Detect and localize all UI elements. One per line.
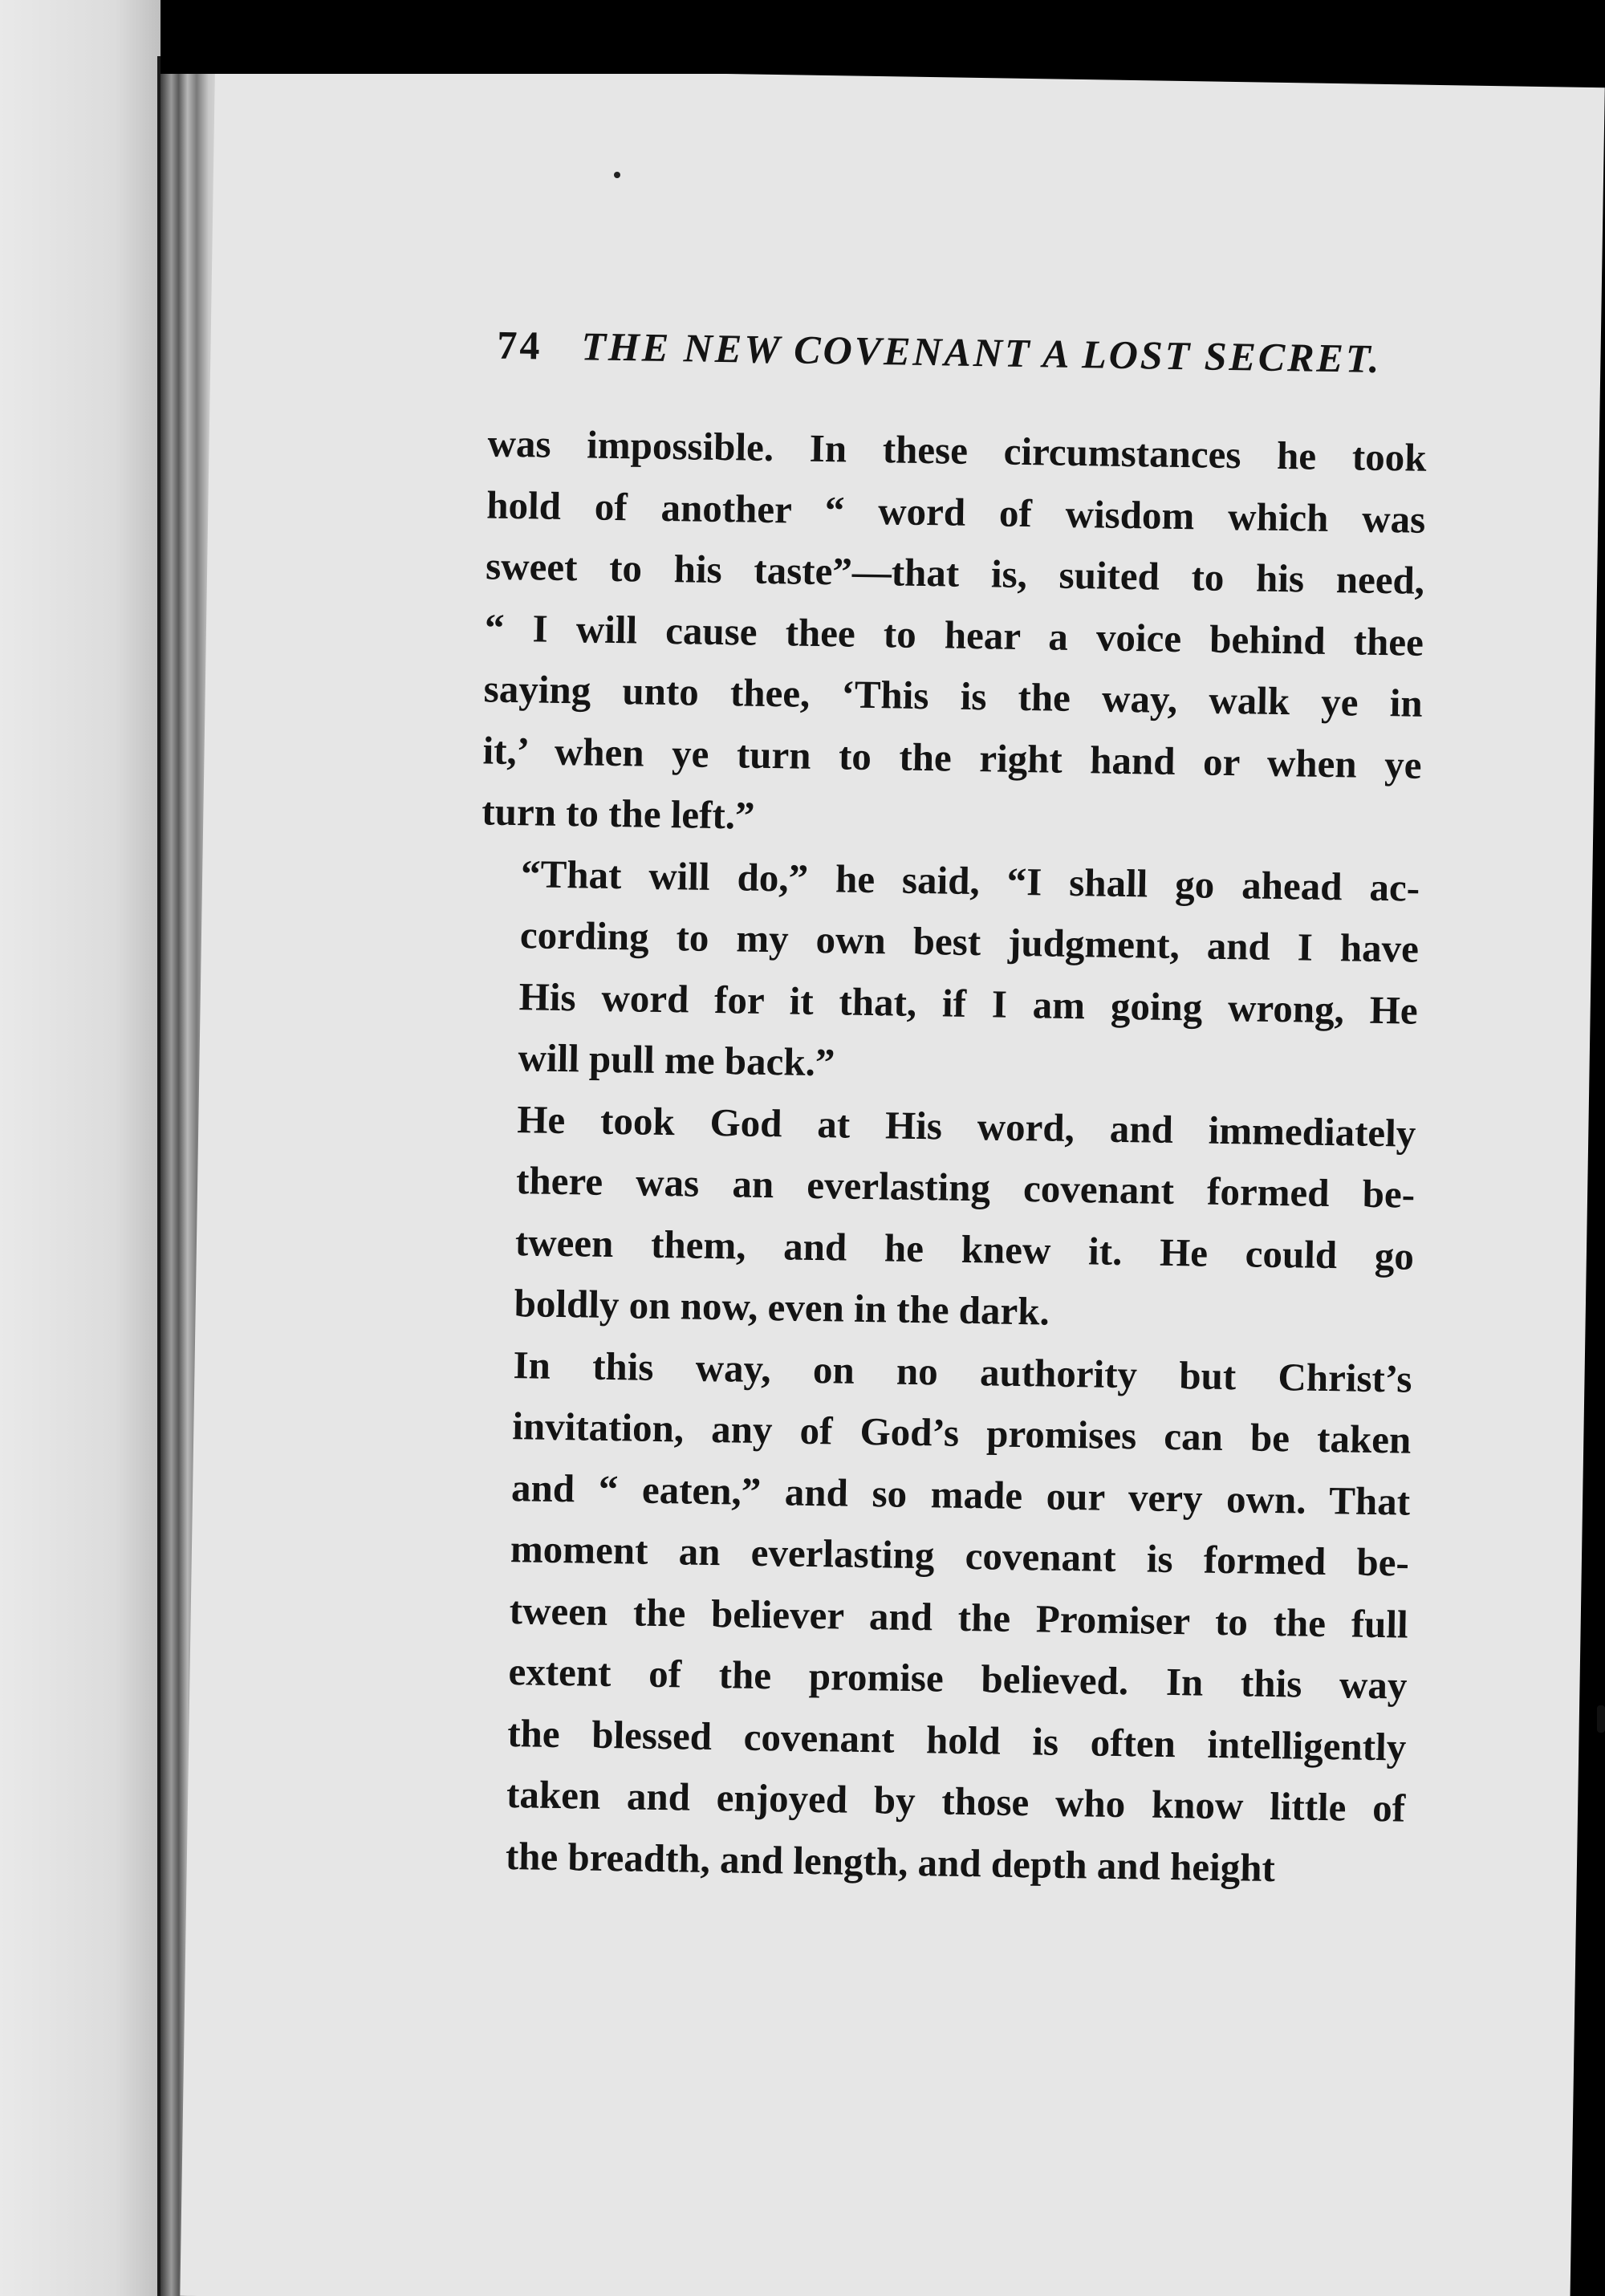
running-title: THE NEW COVENANT A LOST SECRET.	[581, 323, 1382, 381]
text-line: sweet to his taste”—that is, suited to his need,	[485, 543, 1425, 603]
text-line: He took God at His word, and immediately	[516, 1096, 1416, 1156]
text-line: In this way, on no authority but Christ’s	[513, 1342, 1412, 1401]
text-line: turn to the left.”	[481, 789, 756, 838]
text-line: it,’ when ye turn to the right hand or when ye	[482, 727, 1422, 787]
text-line: tween them, and he knew it. He could go	[514, 1219, 1415, 1278]
body-text	[441, 412, 1427, 1901]
text-line: the breadth, and length, and depth and height	[505, 1833, 1276, 1890]
scan-top-border	[160, 0, 1605, 74]
text-line: saying unto thee, ‘This is the way, walk ye in	[483, 666, 1424, 725]
text-line: cording to my own best judgment, and I have	[519, 912, 1420, 971]
text-line: extent of the promise believed. In this way	[508, 1649, 1408, 1708]
text-line: tween the believer and the Promiser to the full	[509, 1587, 1409, 1647]
text-line: taken and enjoyed by those who know little of	[506, 1772, 1406, 1831]
paragraph	[465, 1334, 1412, 1901]
paragraph	[477, 843, 1420, 1103]
text-line: will pull me back.”	[518, 1035, 835, 1085]
text-line: invitation, any of God’s promises can be taken	[511, 1404, 1412, 1462]
text-line: moment an everlasting covenant is formed be-	[510, 1526, 1410, 1585]
page-number: 74	[497, 322, 542, 368]
text-line: the blessed covenant hold is often intelligently	[506, 1710, 1407, 1770]
page-content	[441, 321, 1428, 1901]
text-line: “That will do,” he said, “I shall go ahead ac-	[520, 851, 1420, 910]
text-line: boldly on now, even in the dark.	[514, 1281, 1050, 1334]
text-line: was impossible. In these circumstances he took	[487, 421, 1427, 480]
text-line: His word for it that, if I am going wrong, He	[518, 973, 1419, 1033]
paragraph	[473, 1088, 1416, 1348]
scan-right-mark	[1597, 1705, 1605, 1733]
text-line: there was an everlasting covenant formed be-	[515, 1158, 1416, 1217]
text-line: and “ eaten,” and so made our very own. That	[510, 1465, 1411, 1524]
dust-speck	[614, 172, 620, 178]
paragraph	[482, 412, 1427, 857]
text-line: “ I will cause thee to hear a voice behind thee	[484, 604, 1424, 664]
text-line: hold of another “ word of wisdom which was	[486, 482, 1426, 542]
scan-left-margin	[0, 0, 165, 2296]
